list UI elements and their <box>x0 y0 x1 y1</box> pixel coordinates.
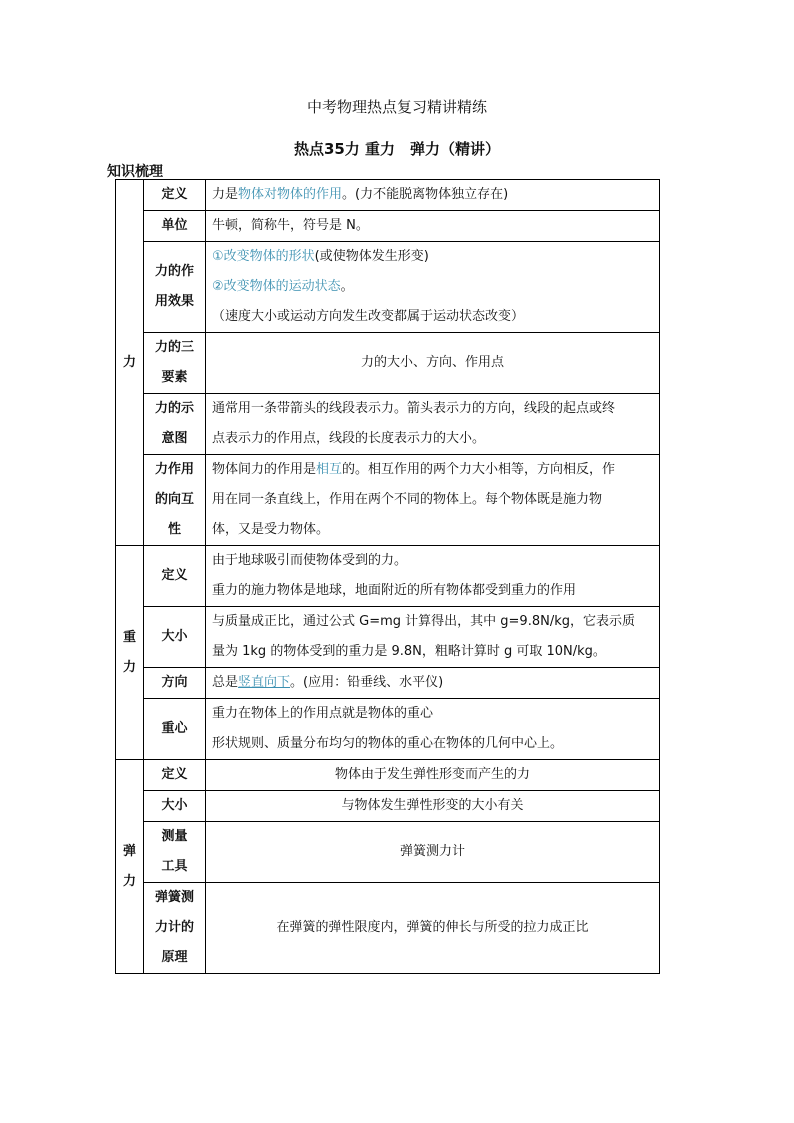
row-content: 重力在物体上的作用点就是物体的重心 形状规则、质量分布均匀的物体的重心在物体的几何中心上。 <box>206 699 660 760</box>
row-content: 与质量成正比，通过公式 G=mg 计算得出，其中 g=9.8N/kg，它表示质 量为 1kg 的物体受到的重力是 9.8N，粗略计算时 g 可取 10N/kg。 <box>206 607 660 668</box>
row-label: 方向 <box>144 668 206 699</box>
row-label: 定义 <box>144 546 206 607</box>
table-row <box>116 760 660 791</box>
row-content: 与物体发生弹性形变的大小有关 <box>206 791 660 822</box>
row-label: 单位 <box>144 211 206 242</box>
row-label: 大小 <box>144 791 206 822</box>
row-content: 弹簧测力计 <box>206 822 660 883</box>
row-label: 定义 <box>144 760 206 791</box>
row-label: 大小 <box>144 607 206 668</box>
category-elastic: 弹 力 <box>116 760 144 974</box>
table-row <box>116 699 660 760</box>
row-content: 在弹簧的弹性限度内，弹簧的伸长与所受的拉力成正比 <box>206 883 660 974</box>
knowledge-table <box>115 179 660 974</box>
row-label: 力作用 的向互 性 <box>144 455 206 546</box>
row-label: 力的示 意图 <box>144 394 206 455</box>
table-row <box>116 791 660 822</box>
row-content: 总是竖直向下。(应用：铅垂线、水平仪) <box>206 668 660 699</box>
table-row <box>116 822 660 883</box>
table-row <box>116 607 660 668</box>
category-gravity: 重 力 <box>116 546 144 760</box>
row-label: 定义 <box>144 180 206 211</box>
table-row <box>116 333 660 394</box>
row-content: 牛顿，简称牛，符号是 N。 <box>206 211 660 242</box>
table-row <box>116 211 660 242</box>
table-row <box>116 394 660 455</box>
row-content: ①改变物体的形状(或使物体发生形变) ②改变物体的运动状态。 （速度大小或运动方向发生改变都属于运动状态改变） <box>206 242 660 333</box>
row-content: 物体间力的作用是相互的。相互作用的两个力大小相等，方向相反，作 用在同一条直线上，作用在两个不同的物体上。每个物体既是施力物 体，又是受力物体。 <box>206 455 660 546</box>
row-content: 力的大小、方向、作用点 <box>206 333 660 394</box>
table-row <box>116 546 660 607</box>
row-label: 力的作 用效果 <box>144 242 206 333</box>
section-heading: 知识梳理 <box>107 164 163 180</box>
table-row <box>116 883 660 974</box>
row-content: 力是物体对物体的作用。(力不能脱离物体独立存在) <box>206 180 660 211</box>
row-content: 物体由于发生弹性形变而产生的力 <box>206 760 660 791</box>
row-content: 由于地球吸引而使物体受到的力。 重力的施力物体是地球，地面附近的所有物体都受到重力的作用 <box>206 546 660 607</box>
row-label: 重心 <box>144 699 206 760</box>
table-row <box>116 242 660 333</box>
document-subtitle: 热点35力 重力 弹力（精讲） <box>293 140 501 158</box>
row-content: 通常用一条带箭头的线段表示力。箭头表示力的方向，线段的起点或终 点表示力的作用点，线段的长度表示力的大小。 <box>206 394 660 455</box>
row-label: 力的三 要素 <box>144 333 206 394</box>
row-label: 测量 工具 <box>144 822 206 883</box>
table-row <box>116 668 660 699</box>
table-row <box>116 180 660 211</box>
table-row <box>116 455 660 546</box>
row-label: 弹簧测 力计的 原理 <box>144 883 206 974</box>
category-force: 力 <box>116 180 144 546</box>
document-title: 中考物理热点复习精讲精练 <box>306 98 487 116</box>
